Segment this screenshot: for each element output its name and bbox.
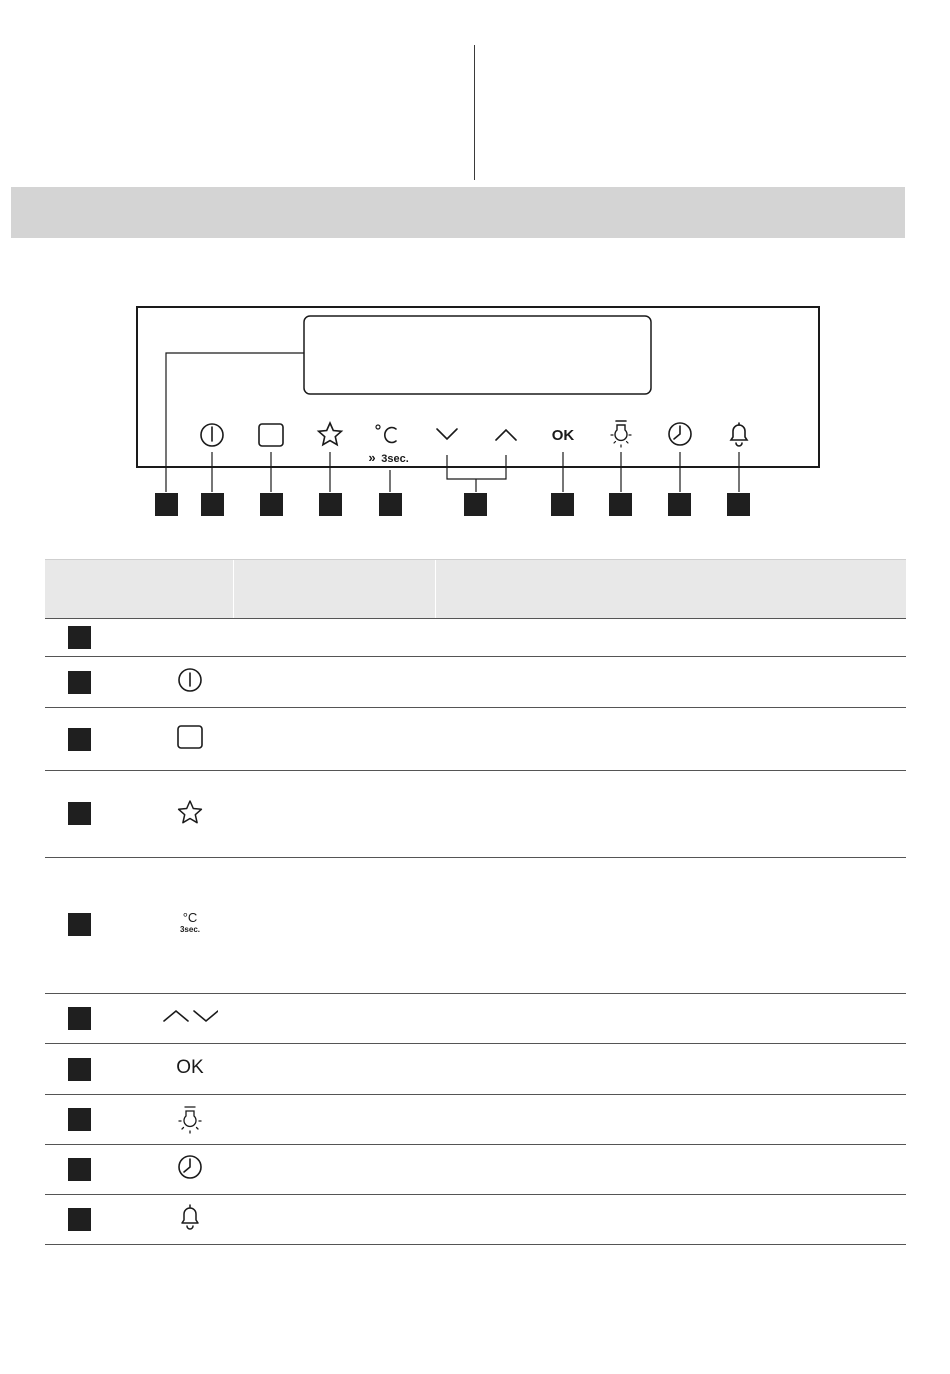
temperature-caption: 3sec. — [179, 925, 201, 934]
table-row — [45, 771, 906, 858]
table-row — [45, 1044, 906, 1095]
row-symbol — [162, 1004, 218, 1028]
favourite-star-icon — [319, 423, 342, 445]
row-marker — [68, 1158, 91, 1181]
control-panel-illustration — [0, 0, 950, 540]
arrows-up-down-icon — [162, 1004, 218, 1028]
header-separator — [435, 560, 436, 618]
callout-marker-10 — [727, 493, 750, 516]
row-symbol — [162, 666, 218, 694]
callout-marker-9 — [668, 493, 691, 516]
table-header — [45, 559, 906, 619]
arrow-down-icon — [437, 429, 457, 439]
bell-icon — [176, 1203, 204, 1231]
table-row — [45, 657, 906, 708]
power-icon — [176, 666, 204, 694]
temperature-icon — [376, 425, 396, 443]
row-symbol — [162, 1104, 218, 1134]
row-symbol — [162, 1055, 218, 1081]
temperature-icon: °C — [182, 910, 198, 925]
table-row — [45, 1195, 906, 1245]
row-marker — [68, 913, 91, 936]
ok-label: OK — [551, 427, 575, 444]
table-row — [45, 1145, 906, 1195]
callout-marker-7 — [551, 493, 574, 516]
header-separator — [233, 560, 234, 618]
oven-function-square-icon — [175, 723, 205, 751]
row-marker — [68, 1108, 91, 1131]
row-marker — [68, 1208, 91, 1231]
callout-marker-1 — [155, 493, 178, 516]
table-row — [45, 1095, 906, 1145]
arrow-up-icon — [496, 430, 516, 440]
table-row — [45, 708, 906, 771]
callout-marker-3 — [260, 493, 283, 516]
temperature-caption: 3sec. — [381, 453, 409, 465]
row-symbol — [162, 906, 218, 940]
row-marker — [68, 802, 91, 825]
row-symbol — [162, 1153, 218, 1181]
callout-marker-2 — [201, 493, 224, 516]
row-marker — [68, 728, 91, 751]
power-icon — [201, 424, 223, 446]
display-window — [304, 316, 651, 394]
callout-marker-8 — [609, 493, 632, 516]
row-symbol — [162, 1203, 218, 1231]
clock-icon — [176, 1153, 204, 1181]
table-row — [45, 618, 906, 657]
clock-icon — [669, 423, 691, 445]
oven-function-square-icon — [259, 424, 283, 446]
favourite-star-icon — [175, 798, 205, 828]
table-row — [45, 994, 906, 1044]
leader-line-display — [166, 353, 304, 492]
row-marker — [68, 671, 91, 694]
ok-label: OK — [176, 1057, 204, 1078]
row-symbol — [162, 723, 218, 751]
bell-icon — [731, 423, 747, 446]
control-panel-frame — [137, 307, 819, 467]
temperature-caption-arrows: » — [368, 450, 376, 465]
row-marker — [68, 1058, 91, 1081]
lamp-icon — [611, 421, 631, 447]
callout-marker-6 — [464, 493, 487, 516]
row-marker — [68, 626, 91, 649]
callout-marker-5 — [379, 493, 402, 516]
lamp-icon — [175, 1104, 205, 1134]
row-symbol — [162, 798, 218, 828]
table-row — [45, 858, 906, 994]
row-marker — [68, 1007, 91, 1030]
callout-marker-4 — [319, 493, 342, 516]
